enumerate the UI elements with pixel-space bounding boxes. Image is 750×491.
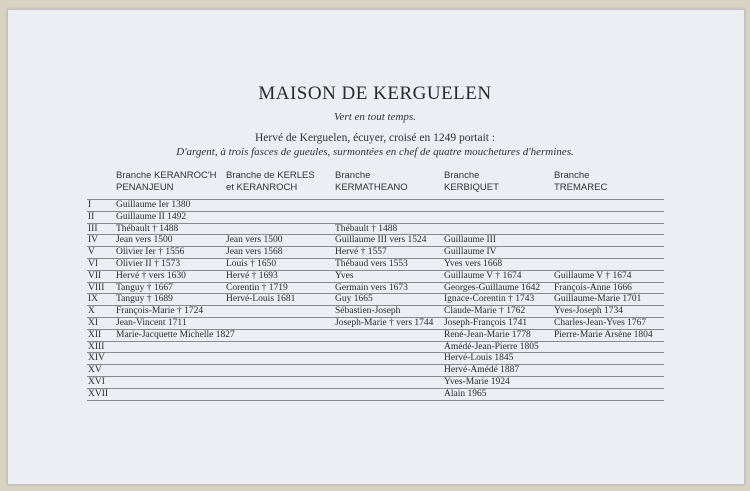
generation-numeral: II (88, 211, 95, 222)
person-entry: Jean-Vincent 1711 (116, 318, 187, 328)
generation-numeral: V (88, 247, 95, 258)
generation-numeral: XI (88, 318, 99, 328)
table-row (87, 212, 664, 223)
generation-numeral: VI (88, 259, 99, 269)
person-entry: Ignace-Corentin † 1743 (444, 294, 535, 305)
person-entry: Yves-Joseph 1734 (554, 306, 623, 317)
person-entry: Olivier II † 1573 (116, 259, 181, 269)
person-entry: Guillaume III vers 1524 (335, 235, 427, 246)
generation-numeral: XIV (88, 353, 105, 364)
person-entry: Thébaud vers 1553 (335, 259, 408, 269)
header-line: TREMAREC (554, 182, 608, 193)
person-entry: Germain vers 1673 (335, 282, 408, 293)
person-entry: Joseph-Marie † vers 1744 (335, 318, 434, 328)
table-row (87, 224, 664, 235)
motto: Vert en tout temps. (334, 111, 416, 123)
header-branch-kerbiquet (444, 170, 499, 194)
table-row (87, 389, 664, 400)
header-line: Branche KERANROC'H (116, 170, 217, 181)
person-entry: Louis † 1650 (226, 259, 277, 269)
person-entry: Yves vers 1668 (444, 259, 503, 269)
table-row (87, 318, 664, 329)
person-entry: Claude-Marie † 1762 (444, 306, 526, 317)
person-entry: René-Jean-Marie 1778 (444, 329, 531, 340)
generation-numeral: XV (88, 365, 102, 376)
header-line: PENANJEUN (116, 182, 174, 193)
generation-numeral: XVII (88, 388, 109, 399)
person-entry: Yves-Marie 1924 (444, 377, 510, 387)
table-row (87, 306, 664, 317)
table-row (87, 259, 664, 270)
person-entry: Amédé-Jean-Pierre 1805 (444, 341, 539, 352)
person-entry: François-Marie † 1724 (116, 306, 204, 317)
person-entry: Charles-Jean-Yves 1767 (554, 318, 647, 328)
blazon-description: D'argent, à trois fasces de gueules, surmontées en chef de quatre mouchetures d'hermines. (176, 146, 574, 158)
blazon-intro: Hervé de Kerguelen, écuyer, croisé en 1249 portait : (254, 132, 496, 144)
header-branch-kerles (226, 170, 315, 194)
table-row (87, 365, 664, 376)
person-entry: Guy 1665 (335, 294, 373, 305)
person-entry: Jean vers 1568 (226, 247, 283, 258)
table-row (87, 200, 664, 211)
table-row (87, 271, 664, 282)
person-entry: Guillaume II 1492 (116, 211, 187, 222)
header-line: KERBIQUET (444, 182, 499, 193)
table-row (87, 330, 664, 341)
header-line: Branche de KERLES (226, 170, 315, 181)
person-entry: Guillaume V † 1674 (554, 270, 632, 281)
person-entry: Georges-Guillaume 1642 (444, 282, 541, 293)
table-row (87, 353, 664, 364)
person-entry: Joseph-François 1741 (444, 318, 528, 328)
header-branch-tremarec (554, 170, 607, 194)
header-line: et KERANROCH (226, 182, 298, 193)
generation-numeral: XIII (88, 341, 105, 352)
person-entry: Hervé-Louis 1845 (444, 353, 514, 364)
person-entry: Alain 1965 (444, 388, 487, 399)
person-entry: Jean vers 1500 (116, 235, 173, 246)
header-line: KERMATHEANO (335, 182, 408, 193)
person-entry: Yves (335, 270, 354, 281)
generation-numeral: XII (88, 329, 102, 340)
generation-numeral: III (88, 223, 98, 234)
table-row (87, 342, 664, 353)
person-entry: Hervé † 1557 (335, 247, 387, 258)
generation-numeral: IX (88, 294, 99, 305)
table-row (87, 247, 664, 258)
generation-numeral: VII (88, 270, 102, 281)
header-line: Branche (554, 170, 590, 181)
person-entry: François-Anne 1666 (554, 282, 632, 293)
header-branch-keranroch (116, 170, 217, 194)
table-row (87, 377, 664, 388)
generation-numeral: I (88, 200, 92, 210)
person-entry: Thébault † 1488 (116, 223, 179, 234)
person-entry: Guillaume V † 1674 (444, 270, 522, 281)
person-entry: Guillaume III (444, 235, 496, 246)
person-entry: Guillaume IV (444, 247, 497, 258)
person-entry: Sébastien-Joseph (335, 306, 401, 317)
person-entry: Jean vers 1500 (226, 235, 283, 246)
table-row (87, 235, 664, 246)
generation-numeral: X (88, 306, 95, 317)
person-entry: Tanguy † 1689 (116, 294, 173, 305)
header-line: Branche (335, 170, 371, 181)
person-entry: Hervé † 1693 (226, 270, 278, 281)
person-entry: Hervé-Amédé 1887 (444, 365, 520, 376)
table-row (87, 294, 664, 305)
person-entry: Hervé † vers 1630 (116, 270, 186, 281)
row-separator (87, 400, 664, 401)
header-branch-kermatheano (335, 170, 408, 194)
person-entry: Tanguy † 1667 (116, 282, 173, 293)
person-entry: Marie-Jacquette Michelle 1827 (116, 329, 235, 340)
header-line: Branche (444, 170, 480, 181)
person-entry: Pierre-Marie Arsène 1804 (554, 329, 653, 340)
person-entry: Guillaume Ier 1380 (116, 200, 191, 210)
person-entry: Olivier Ier † 1556 (116, 247, 185, 258)
person-entry: Hervé-Louis 1681 (226, 294, 296, 305)
generation-numeral: XVI (88, 377, 105, 387)
person-entry: Guillaume-Marie 1701 (554, 294, 642, 305)
person-entry: Corentin † 1719 (226, 282, 288, 293)
generation-numeral: VIII (88, 282, 105, 293)
person-entry: Thébault † 1488 (335, 223, 398, 234)
table-row (87, 283, 664, 294)
document-title: MAISON DE KERGUELEN (258, 83, 492, 104)
generation-numeral: IV (88, 235, 99, 246)
